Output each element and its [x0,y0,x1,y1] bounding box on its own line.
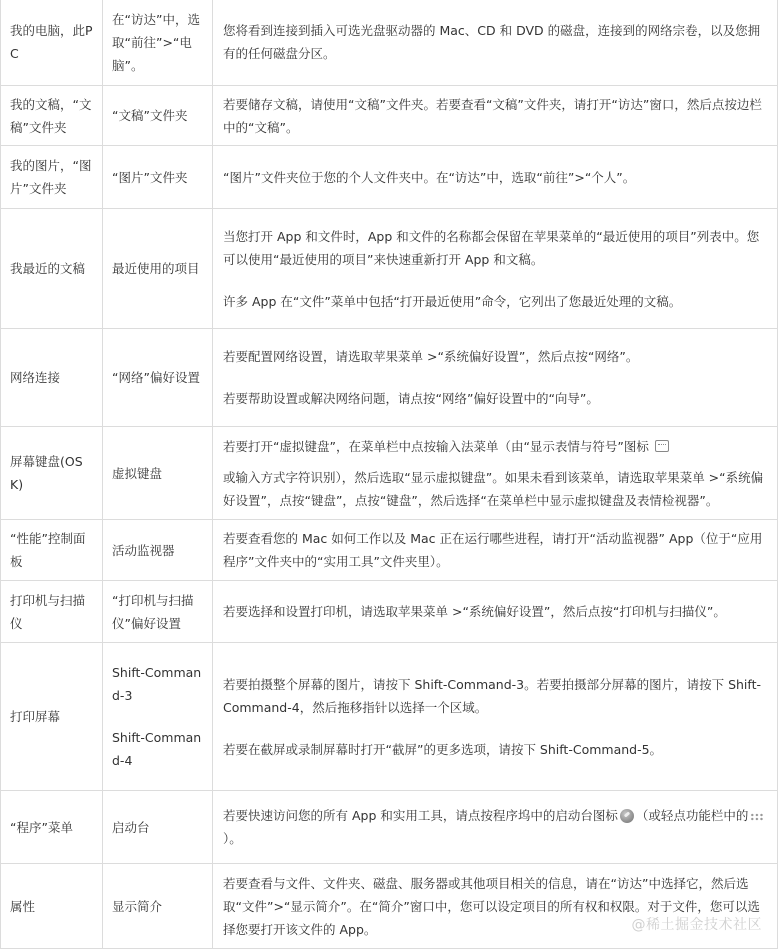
mac-term: 最近使用的项目 [103,209,213,329]
windows-term: “程序”菜单 [1,791,103,864]
description [213,864,778,949]
table-row [1,86,778,146]
description [213,146,778,209]
windows-term: 我的电脑，此PC [1,0,103,86]
mac-term [103,643,213,791]
description-part: 若要打开“虚拟键盘”，在菜单栏中点按输入法菜单（由“显示表情与符号”图标 [223,438,649,454]
mac-term: “文稿”文件夹 [103,86,213,146]
description-text: 若要帮助设置或解决网络问题，请点按“网络”偏好设置中的“向导”。 [223,391,599,406]
description [213,791,778,864]
description-text: 当您打开 App 和文件时，App 和文件的名称都会保留在苹果菜单的“最近使用的项目”列表中。您可以使用“最近使用的项目”来快速重新打开 App 和文稿。 [223,228,760,267]
table-row [1,209,778,329]
mac-term: 活动监视器 [103,520,213,581]
description-text [223,435,767,458]
windows-term: 网络连接 [1,329,103,427]
shortcut-text: Shift-Command-3 [112,665,202,703]
table-row [1,581,778,643]
description-text: 若要储存文稿，请使用“文稿”文件夹。若要查看“文稿”文件夹，请打开“访达”窗口，然后点按边栏中的“文稿”。 [223,96,762,135]
table-row [1,643,778,791]
windows-term: 打印机与扫描仪 [1,581,103,643]
table-row [1,864,778,949]
description-text [223,804,767,850]
windows-term: 我最近的文稿 [1,209,103,329]
description [213,581,778,643]
description-text: “图片”文件夹位于您的个人文件夹中。在“访达”中，选取“前往”>“个人”。 [223,169,636,185]
mac-term: “图片”文件夹 [103,146,213,209]
emoji-symbols-icon [655,440,669,452]
description-text: 若要查看与文件、文件夹、磁盘、服务器或其他项目相关的信息，请在“访达”中选择它，然后选取“文件”>“显示简介”。在“简介”窗口中，您可以设定项目的所有权和权限。对于文件，您可以选择您要打开该文件的 App。 [223,875,760,937]
shortcut-text: Shift-Command-4 [112,730,202,768]
description-text: 若要选择和设置打印机，请选取苹果菜单 >“系统偏好设置”，然后点按“打印机与扫描仪”。 [223,604,726,619]
description-text: 若要拍摄整个屏幕的图片，请按下 Shift-Command-3。若要拍摄部分屏幕的图片，请按下 Shift-Command-4，然后拖移指针以选择一个区域。 [223,676,762,715]
description [213,209,778,329]
description-part: （或轻点功能栏中的 [635,808,749,823]
launchpad-icon [620,809,634,823]
table-row [1,427,778,520]
windows-term: “性能”控制面板 [1,520,103,581]
description-text: 许多 App 在“文件”菜单中包括“打开最近使用”命令，它列出了您最近处理的文稿。 [223,293,682,309]
mac-term: 显示简介 [103,864,213,949]
table-row [1,791,778,864]
launchpad-grid-icon [750,813,764,821]
table-row [1,0,778,86]
description [213,329,778,427]
table-row [1,146,778,209]
windows-term: 打印屏幕 [1,643,103,791]
description [213,520,778,581]
description [213,643,778,791]
windows-term: 属性 [1,864,103,949]
description [213,427,778,520]
table-row [1,329,778,427]
description-part: 若要快速访问您的所有 App 和实用工具，请点按程序坞中的启动台图标 [223,808,618,823]
description-text: 您将看到连接到插入可选光盘驱动器的 Mac、CD 和 DVD 的磁盘，连接到的网络宗卷，以及您拥有的任何磁盘分区。 [223,23,761,61]
description-text: 或输入方式字符识别），然后选取“显示虚拟键盘”。如果未看到该菜单，请选取苹果菜单 >“系统偏好设置”，点按“键盘”，点按“键盘”，然后选择“在菜单栏中显示虚拟键盘及表情检视器”。 [223,469,764,508]
mac-term: 在“访达”中，选取“前往”>“电脑”。 [103,0,213,86]
description-part: ）。 [223,831,242,846]
description-text: 若要在截屏或录制屏幕时打开“截屏”的更多选项，请按下 Shift-Command-5。 [223,741,663,757]
watermark: @稀土掘金技术社区 [631,917,762,933]
description [213,86,778,146]
table-row [1,520,778,581]
mac-term: “打印机与扫描仪”偏好设置 [103,581,213,643]
windows-term: 我的图片，“图片”文件夹 [1,146,103,209]
description-text: 若要查看您的 Mac 如何工作以及 Mac 正在运行哪些进程，请打开“活动监视器” App（位于“应用程序”文件夹中的“实用工具”文件夹里）。 [223,531,763,569]
mac-term: 虚拟键盘 [103,427,213,520]
mac-term: 启动台 [103,791,213,864]
mac-term: “网络”偏好设置 [103,329,213,427]
windows-term: 我的文稿，“文稿”文件夹 [1,86,103,146]
windows-term: 屏幕键盘(OSK) [1,427,103,520]
description [213,0,778,86]
description-text: 若要配置网络设置，请选取苹果菜单 >“系统偏好设置”，然后点按“网络”。 [223,349,639,364]
